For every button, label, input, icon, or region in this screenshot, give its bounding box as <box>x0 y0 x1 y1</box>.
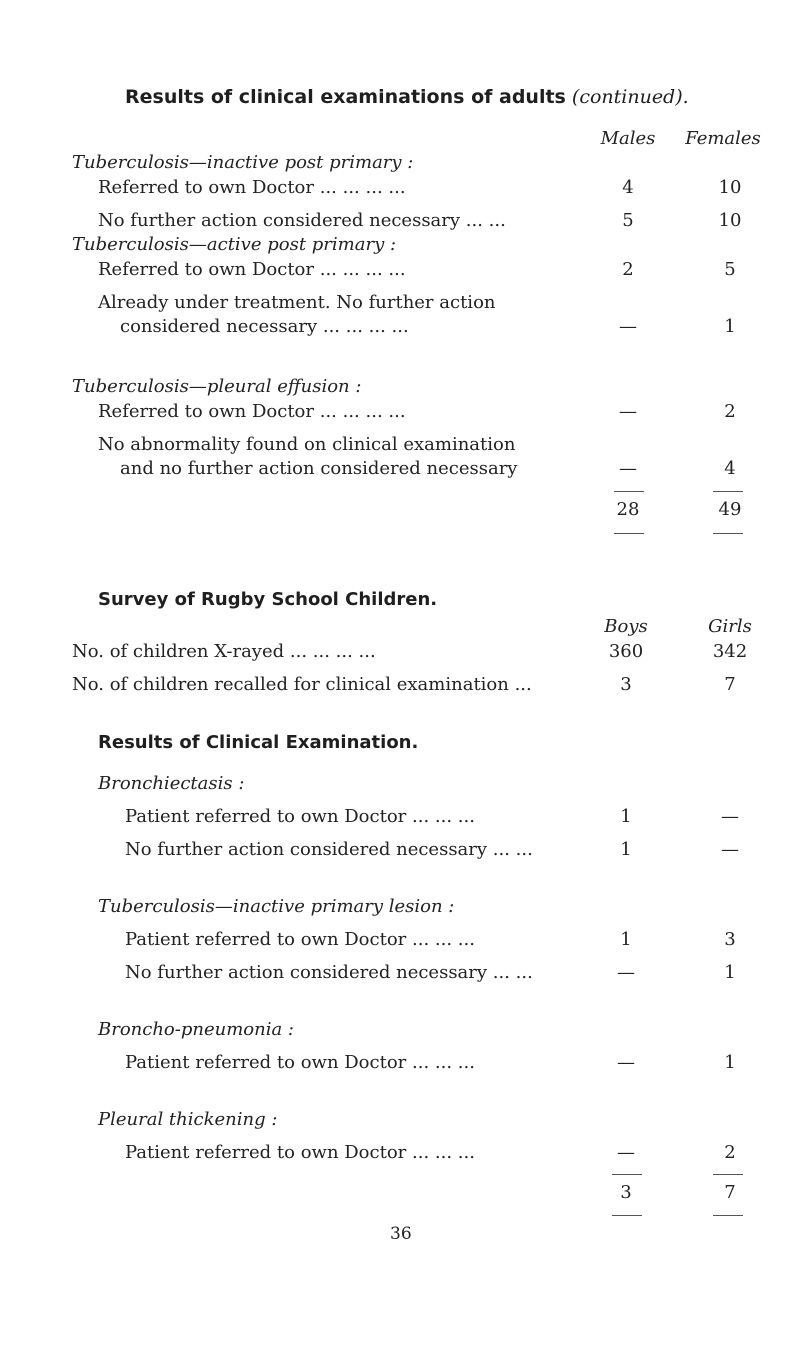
page-title-continued: continued <box>579 86 676 108</box>
total-rule <box>614 491 644 492</box>
total-rule <box>713 491 743 492</box>
row-label: No further action considered necessary ... ... <box>125 839 533 860</box>
row-boys-value: — <box>617 1052 635 1073</box>
row-boys-value: 3 <box>620 674 632 695</box>
total-boys: 3 <box>620 1182 632 1203</box>
row-males-value: — <box>619 401 637 422</box>
row-boys-value: — <box>617 1142 635 1163</box>
row-label-continued: considered necessary ... ... ... ... <box>120 316 409 337</box>
row-females-value: 1 <box>724 316 736 337</box>
row-label-continued: and no further action considered necessary <box>120 458 518 479</box>
row-label: Patient referred to own Doctor ... ... ... <box>125 806 475 827</box>
row-females-value: 10 <box>718 177 742 198</box>
total-rule <box>713 533 743 534</box>
col-header-females: Females <box>685 128 761 149</box>
row-males-value: — <box>619 458 637 479</box>
group-heading-tb-inactive-post-primary: Tuberculosis—inactive post primary : <box>72 152 414 173</box>
group-heading-tb-inactive-primary-lesion: Tuberculosis—inactive primary lesion : <box>98 896 455 917</box>
row-girls-value: 7 <box>724 674 736 695</box>
row-females-value: 10 <box>718 210 742 231</box>
row-label: No. of children X-rayed ... ... ... ... <box>72 641 376 662</box>
col-header-males: Males <box>600 128 656 149</box>
row-females-value: 4 <box>724 458 736 479</box>
group-heading-pleural-thickening: Pleural thickening : <box>98 1109 278 1130</box>
row-label: Referred to own Doctor ... ... ... ... <box>98 401 406 422</box>
group-heading-broncho-pneumonia: Broncho-pneumonia : <box>98 1019 294 1040</box>
total-rule <box>713 1215 743 1216</box>
row-label: No further action considered necessary ... ... <box>98 210 506 231</box>
row-males-value: 4 <box>622 177 634 198</box>
total-girls: 7 <box>724 1182 736 1203</box>
row-girls-value: — <box>721 839 739 860</box>
total-rule <box>612 1174 642 1175</box>
row-label: No. of children recalled for clinical examination ... <box>72 674 532 695</box>
row-males-value: — <box>619 316 637 337</box>
row-girls-value: 1 <box>724 962 736 983</box>
total-rule <box>713 1174 743 1175</box>
row-boys-value: 1 <box>620 929 632 950</box>
row-males-value: 2 <box>622 259 634 280</box>
total-males: 28 <box>616 499 640 520</box>
row-label: Referred to own Doctor ... ... ... ... <box>98 259 406 280</box>
row-girls-value: 342 <box>712 641 748 662</box>
total-rule <box>614 533 644 534</box>
row-boys-value: 1 <box>620 839 632 860</box>
total-rule <box>612 1215 642 1216</box>
survey-title: Survey of Rugby School Children. <box>98 589 438 610</box>
results-title: Results of Clinical Examination. <box>98 732 419 753</box>
row-label: No further action considered necessary ... ... <box>125 962 533 983</box>
col-header-boys: Boys <box>604 616 648 637</box>
page-title-open: ( <box>565 86 580 108</box>
group-heading-bronchiectasis: Bronchiectasis : <box>98 773 245 794</box>
row-label: Referred to own Doctor ... ... ... ... <box>98 177 406 198</box>
row-label: Already under treatment. No further action <box>98 292 496 313</box>
page-title <box>125 88 689 107</box>
row-girls-value: 1 <box>724 1052 736 1073</box>
row-label: No abnormality found on clinical examination <box>98 434 516 455</box>
row-girls-value: — <box>721 806 739 827</box>
row-girls-value: 2 <box>724 1142 736 1163</box>
page-title-close: ). <box>675 86 689 108</box>
row-label: Patient referred to own Doctor ... ... ... <box>125 1052 475 1073</box>
page-number: 36 <box>390 1224 412 1244</box>
row-boys-value: — <box>617 962 635 983</box>
row-females-value: 5 <box>724 259 736 280</box>
row-females-value: 2 <box>724 401 736 422</box>
row-boys-value: 1 <box>620 806 632 827</box>
row-label: Patient referred to own Doctor ... ... ... <box>125 929 475 950</box>
row-boys-value: 360 <box>608 641 644 662</box>
group-heading-tb-pleural-effusion: Tuberculosis—pleural effusion : <box>72 376 362 397</box>
col-header-girls: Girls <box>708 616 752 637</box>
total-females: 49 <box>718 499 742 520</box>
group-heading-tb-active-post-primary: Tuberculosis—active post primary : <box>72 234 397 255</box>
page-title-main: Results of clinical examinations of adults <box>125 86 566 108</box>
row-girls-value: 3 <box>724 929 736 950</box>
row-males-value: 5 <box>622 210 634 231</box>
row-label: Patient referred to own Doctor ... ... ... <box>125 1142 475 1163</box>
